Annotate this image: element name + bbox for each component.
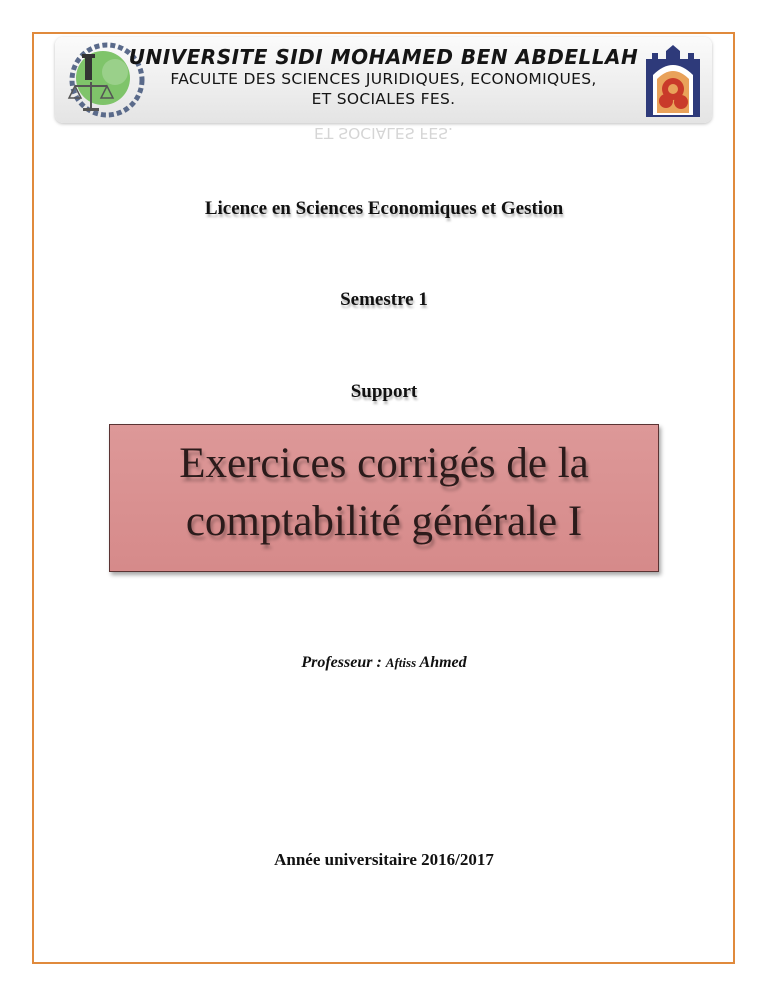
- professor-line: [0, 654, 768, 672]
- banner-reflection: [55, 124, 712, 148]
- semester-heading: Semestre 1: [340, 289, 428, 310]
- document-title-line2: comptabilité générale I: [185, 498, 583, 545]
- banner-reflection-text: ET SOCIALES FES.: [314, 124, 453, 142]
- university-banner: [55, 37, 712, 123]
- academic-year: Année universitaire 2016/2017: [274, 850, 494, 869]
- professor-label: Professeur :: [301, 654, 382, 671]
- program-heading: Licence en Sciences Economiques et Gestion: [204, 198, 564, 219]
- faculty-name-line2: ET SOCIALES FES.: [311, 90, 456, 108]
- university-name: UNIVERSITE SIDI MOHAMED BEN ABDELLAH: [128, 45, 639, 69]
- professor-last-name: Ahmed: [419, 654, 467, 671]
- title-box: [109, 424, 659, 572]
- professor-first-name: Aftiss: [385, 655, 417, 670]
- support-heading: Support: [350, 381, 418, 402]
- document-title-line1: Exercices corrigés de la: [179, 440, 589, 487]
- faculty-name-line1: FACULTE DES SCIENCES JURIDIQUES, ECONOMIQUES,: [170, 70, 597, 88]
- university-emblem-icon: [640, 41, 706, 119]
